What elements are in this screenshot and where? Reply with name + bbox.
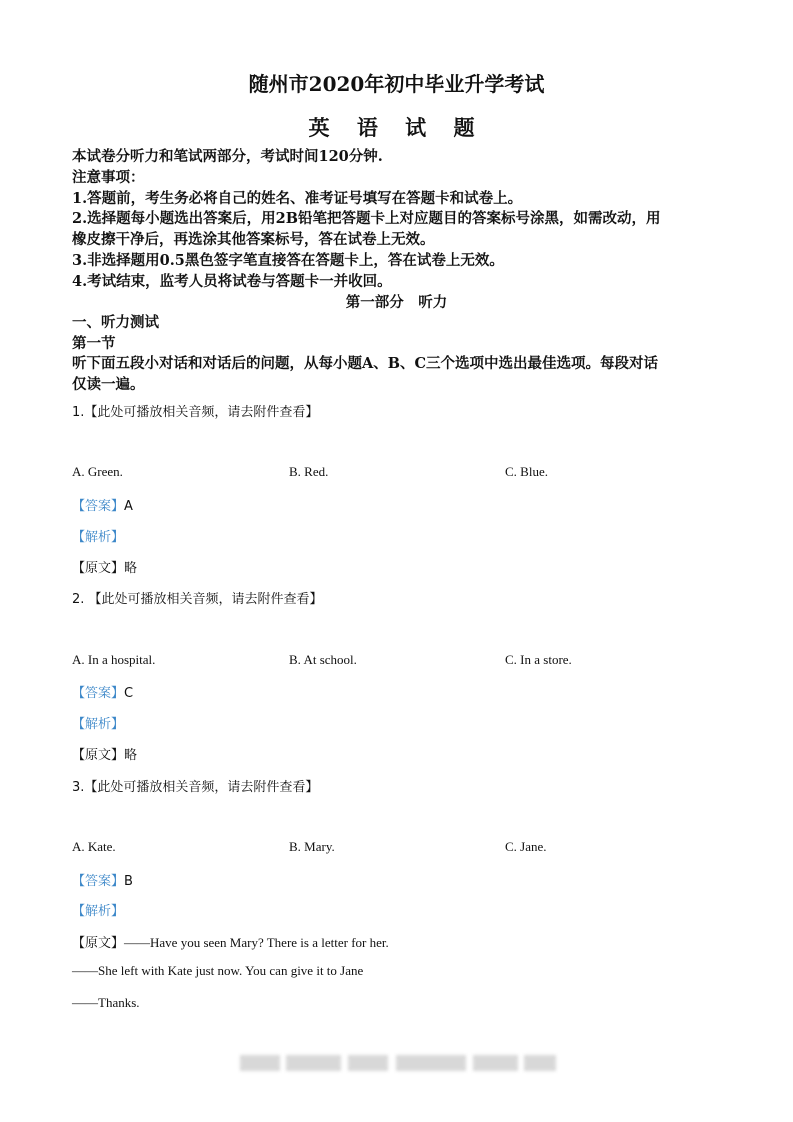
blurred-watermark bbox=[240, 1055, 556, 1071]
analysis-label: 【解析】 bbox=[72, 904, 125, 919]
answer-label: 【答案】 bbox=[72, 686, 125, 701]
question-3-answer bbox=[72, 870, 133, 889]
question-2-option-b: B. At school. bbox=[289, 652, 357, 667]
note-item-3: 3.非选择题用0.5黑色签字笔直接答在答题卡上，答在试卷上无效。 bbox=[72, 252, 504, 269]
question-1-option-b: B. Red. bbox=[289, 464, 329, 479]
original-label: 【原文】 bbox=[72, 936, 125, 951]
exam-intro: 本试卷分听力和笔试两部分，考试时间120分钟. bbox=[72, 148, 383, 165]
original-label: 【原文】 bbox=[72, 748, 125, 763]
directions-line-1: 听下面五段小对话和对话后的问题，从每小题A、B、C三个选项中选出最佳选项。每段对话 bbox=[72, 355, 659, 372]
question-3-original bbox=[72, 932, 389, 951]
question-3-prompt bbox=[72, 776, 318, 795]
note-item-2-cont: 橡皮擦干净后，再选涂其他答案标号，答在试卷上无效。 bbox=[72, 231, 435, 248]
question-1-analysis bbox=[72, 526, 124, 545]
original-text: 略 bbox=[124, 748, 138, 763]
question-3-option-a: A. Kate. bbox=[72, 839, 116, 854]
answer-label: 【答案】 bbox=[72, 499, 125, 514]
analysis-label: 【解析】 bbox=[72, 717, 125, 732]
original-text: 略 bbox=[124, 561, 138, 576]
part-title: 第一部分 听力 bbox=[345, 294, 448, 311]
notes-heading: 注意事项： bbox=[72, 169, 145, 186]
question-1-option-a: A. Green. bbox=[72, 464, 123, 479]
question-1-answer bbox=[72, 495, 133, 514]
original-label: 【原文】 bbox=[72, 561, 125, 576]
audio-link[interactable]: 3.【此处可播放相关音频，请去附件查看】 bbox=[72, 780, 319, 795]
directions-line-2: 仅读一遍。 bbox=[72, 376, 145, 393]
question-1-original bbox=[72, 557, 137, 576]
question-2-answer bbox=[72, 682, 133, 701]
question-1-prompt bbox=[72, 401, 318, 420]
note-item-4: 4.考试结束，监考人员将试卷与答题卡一并收回。 bbox=[72, 273, 392, 290]
question-2-option-a: A. In a hospital. bbox=[72, 652, 156, 667]
question-2-analysis bbox=[72, 713, 124, 732]
question-3-analysis bbox=[72, 900, 124, 919]
question-2-prompt bbox=[72, 588, 323, 607]
exam-subtitle: 英 语 试 题 bbox=[308, 115, 485, 140]
audio-link[interactable]: 1.【此处可播放相关音频，请去附件查看】 bbox=[72, 405, 319, 420]
question-3-option-b: B. Mary. bbox=[289, 839, 335, 854]
section-heading: 一、听力测试 bbox=[72, 314, 159, 331]
answer-value: A bbox=[124, 499, 133, 514]
answer-value: C bbox=[124, 686, 134, 701]
question-3-option-c: C. Jane. bbox=[505, 839, 547, 854]
answer-label: 【答案】 bbox=[72, 874, 125, 889]
answer-value: B bbox=[124, 874, 133, 889]
audio-link[interactable]: 2. 【此处可播放相关音频，请去附件查看】 bbox=[72, 592, 323, 607]
question-2-original bbox=[72, 744, 137, 763]
dialogue-line-3: ——Thanks. bbox=[72, 995, 140, 1010]
exam-title: 随州市2020年初中毕业升学考试 bbox=[248, 72, 545, 96]
note-item-2: 2.选择题每小题选出答案后，用2B铅笔把答题卡上对应题目的答案标号涂黑，如需改动，用 bbox=[72, 210, 661, 227]
note-item-1: 1.答题前，考生务必将自己的姓名、准考证号填写在答题卡和试卷上。 bbox=[72, 190, 523, 207]
question-2-option-c: C. In a store. bbox=[505, 652, 572, 667]
subsection-heading: 第一节 bbox=[72, 335, 116, 352]
dialogue-line-2: ——She left with Kate just now. You can give it to Jane bbox=[72, 963, 364, 978]
original-text: ——Have you seen Mary? There is a letter for her. bbox=[124, 935, 389, 950]
question-1-option-c: C. Blue. bbox=[505, 464, 548, 479]
analysis-label: 【解析】 bbox=[72, 530, 125, 545]
